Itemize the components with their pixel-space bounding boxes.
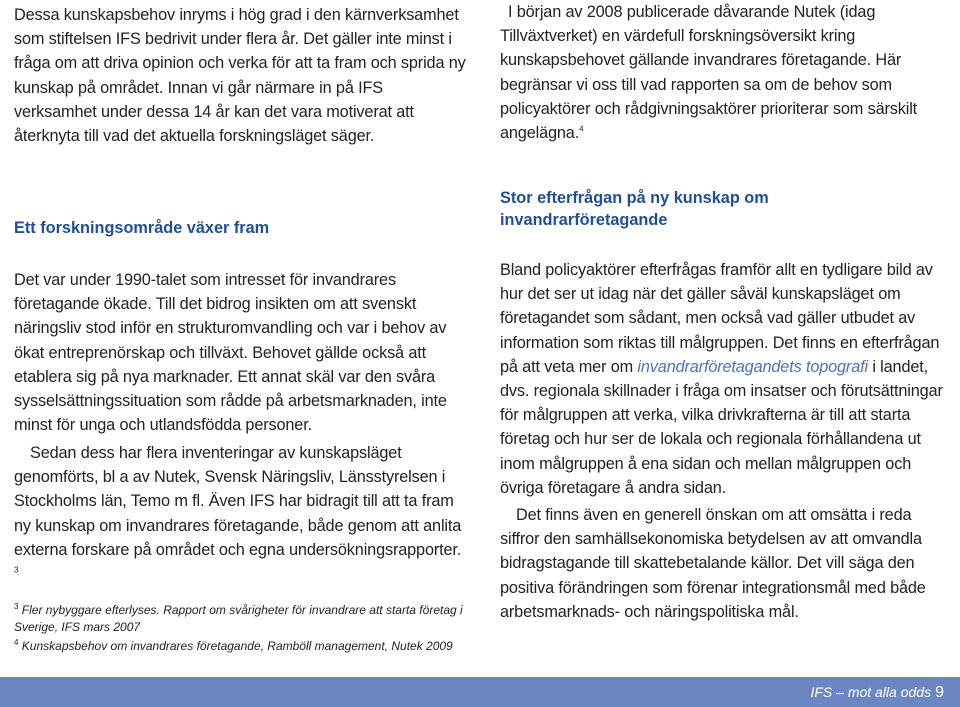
section-heading-demand-for-knowledge: Stor efterfrågan på ny kunskap om invandrarföretagande <box>500 189 769 229</box>
footnote-4-mark: 4 <box>14 638 19 647</box>
footnote-4 <box>14 638 474 655</box>
left-body-paragraph-1: Det var under 1990-talet som intresset för invandrares företagande ökade. Till det bidrog insikten om att svenskt näringsliv stod inför en strukturomvandling och var i behov av ökat entreprenörskap och tillväxt. Behovet gällde också att etablera sig på nya marknader. Ett annat skäl var den svåra sysselsättningssituation som rådde på arbetsmarknaden, inte minst för unga och utlandsfödda personer. <box>14 271 447 435</box>
footnote-3 <box>14 602 474 636</box>
right-body-paragraph-2: Det finns även en generell önskan om att omsätta i reda siffror den samhällsekonomiska betydelsen av att omvandla bidragstagande till skattebetalande källor. Det vill säga den positiva förändringen som förenar integrationsmål med både arbetsmarknads- och näringspolitiska mål. <box>500 506 926 621</box>
footnote-ref-3: 3 <box>14 565 19 575</box>
page-number: 9 <box>935 684 944 701</box>
right-intro-paragraph <box>500 0 952 145</box>
footnote-4-text: Kunskapsbehov om invandrares företagande, Ramböll management, Nutek 2009 <box>21 639 453 653</box>
left-intro-paragraph: Dessa kunskapsbehov inryms i hög grad i den kärnverksamhet som stiftelsen IFS bedrivit under flera år. Det gäller inte minst i fråga om att driva opinion och verka för att ta fram och sprida ny kunskap på området. Innan vi går närmare in på IFS verksamhet under dessa 14 år kan det vara motiverat att återknyta till vad det aktuella forskningsläget säger. <box>14 6 466 146</box>
footnote-3-text: Fler nybyggare efterlyses. Rapport om svårigheter för invandrare att starta företag i Sverige, IFS mars 2007 <box>14 603 463 634</box>
left-body-paragraph-2 <box>14 441 469 586</box>
right-body-1-end: i landet, dvs. regionala skillnader i fråga om insatser och förutsättningar för målgruppen att verka, vilka drivkrafterna är till att starta företag och hur ser de lokala och regionala förhållandena ut inom målgruppen å ena sidan och mellan målgruppen och övriga företagare å andra sidan. <box>500 357 943 497</box>
right-body-paragraph-1 <box>500 258 952 500</box>
topography-link[interactable]: invandrarföretagandets topografi <box>637 357 868 376</box>
right-intro-text: I början av 2008 publicerade dåvarande Nutek (idag Tillväxtverket) en värdefull forskningsöversikt kring kunskapsbehovet gällande invandrares företagande. Här begränsar vi oss till vad rapporten sa om de behov som policyaktörer och rådgivningsaktörer prioriterar som särskilt angelägna. <box>500 3 918 143</box>
footnote-3-mark: 3 <box>14 602 19 611</box>
footer-title: IFS – mot alla odds <box>810 684 932 700</box>
footer-label <box>810 682 944 703</box>
footnotes <box>14 602 474 655</box>
footer-bar <box>0 677 960 707</box>
section-heading-research-area: Ett forskningsområde växer fram <box>14 219 270 237</box>
right-body-1-start: Bland policyaktörer efterfrågas framför allt en tydligare bild av hur det ser ut idag när det gäller såväl kunskapsläget om företagandet som sådant, men också vad gäller utbudet av information som riktas till målgruppen. Det finns en efterfrågan på att veta mer om <box>500 261 940 376</box>
footnote-ref-4: 4 <box>579 124 584 134</box>
left-body-paragraph-2-text: Sedan dess har flera inventeringar av kunskapsläget genomförts, bl a av Nutek, Svensk Näringsliv, Länsstyrelsen i Stockholms län, Temo m fl. Även IFS har bidragit till att ta fram ny kunskap om invandrares företagande, både genom att anlita externa forskare på området och egna undersökningsrapporter. <box>14 444 462 559</box>
